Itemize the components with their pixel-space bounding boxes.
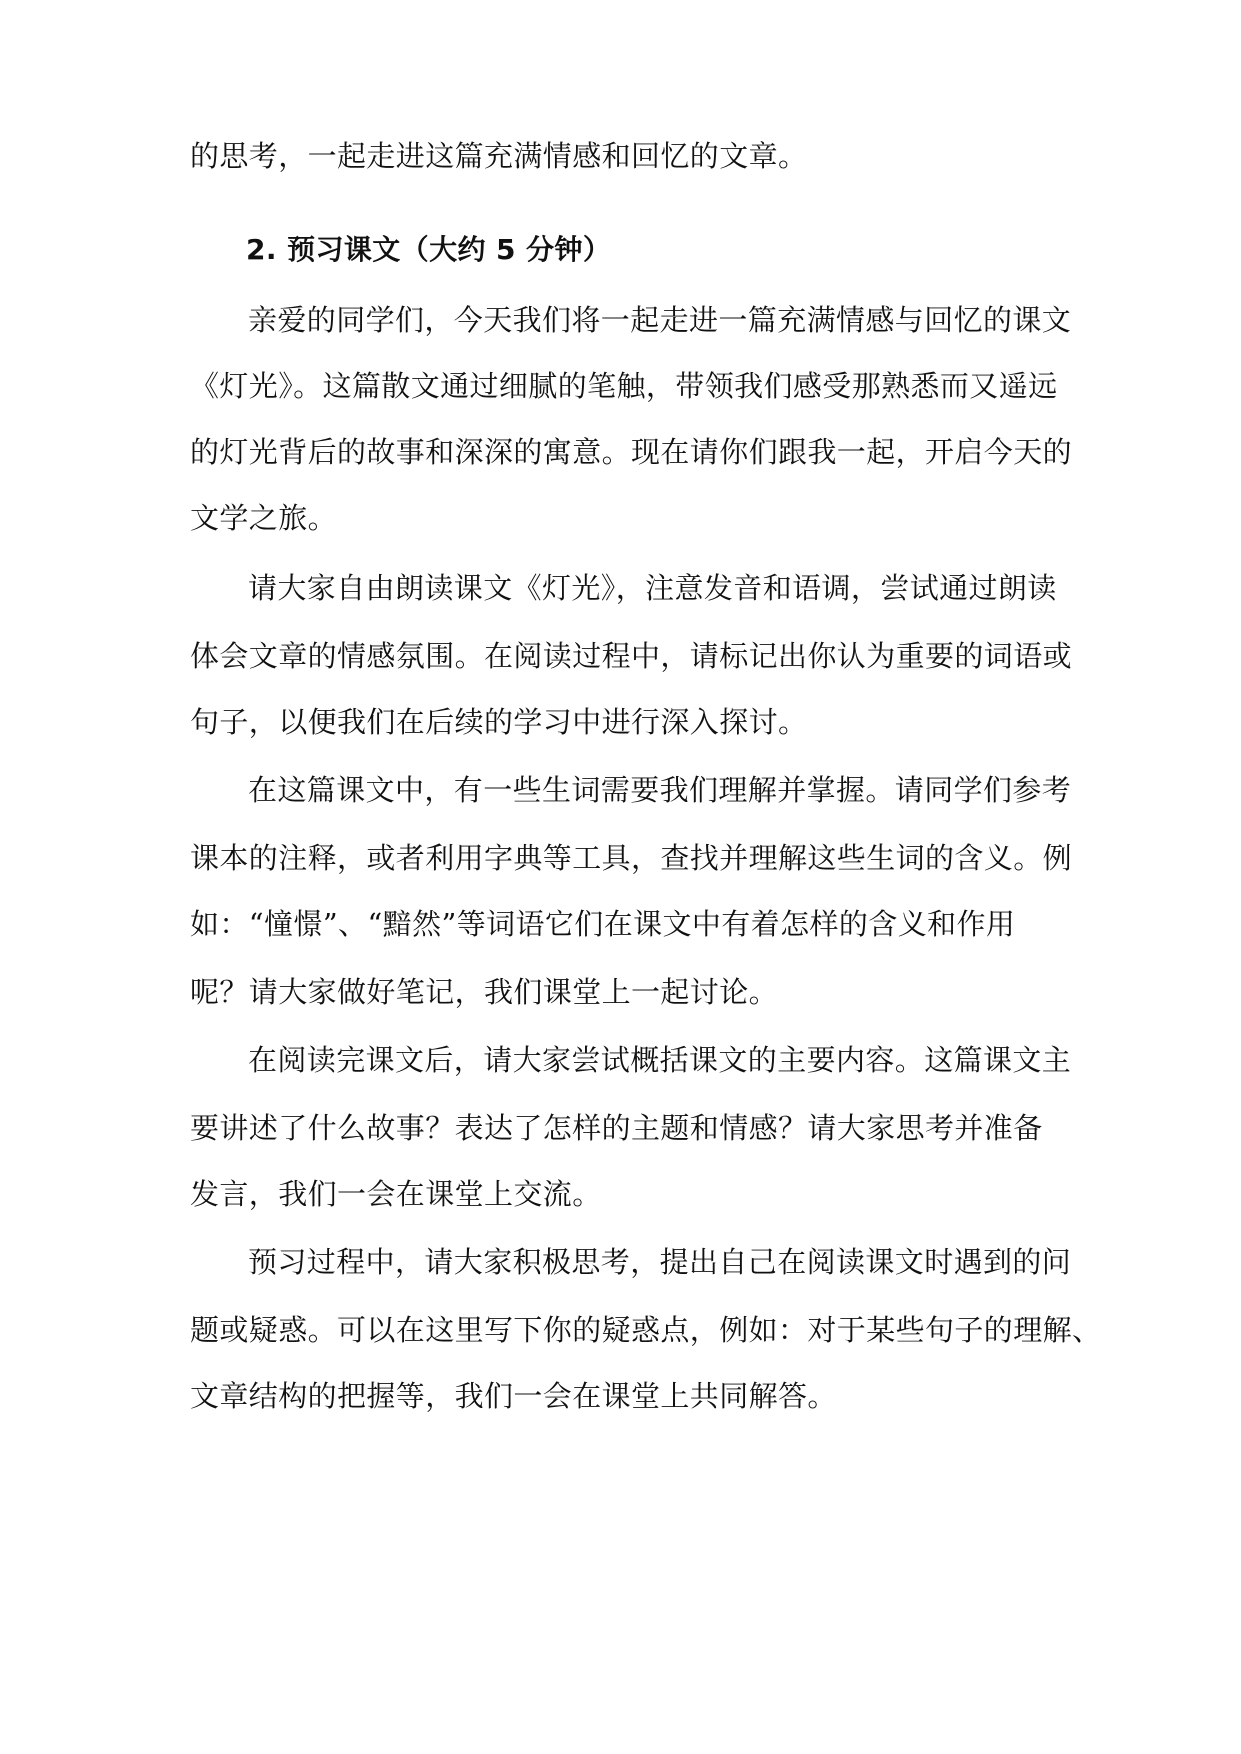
text-line: 的思考，一起走进这篇充满情感和回忆的文章。 (190, 139, 808, 173)
text-line: 在阅读完课文后，请大家尝试概括课文的主要内容。这篇课文主 (248, 1043, 1072, 1077)
text-line: 《灯光》。这篇散文通过细腻的笔触，带领我们感受那熟悉而又遥远 (190, 369, 1058, 403)
text-line: 课本的注释，或者利用字典等工具，查找并理解这些生词的含义。例 (190, 841, 1073, 875)
text-line: 句子，以便我们在后续的学习中进行深入探讨。 (190, 705, 808, 739)
text-line: 文学之旅。 (190, 501, 338, 535)
section-heading: 2. 预习课文（大约 5 分钟） (246, 233, 612, 266)
text-line: 请大家自由朗读课文《灯光》，注意发音和语调，尝试通过朗读 (248, 571, 1057, 605)
text-line: 题或疑惑。可以在这里写下你的疑惑点，例如：对于某些句子的理解、 (190, 1313, 1102, 1347)
text-line: 文章结构的把握等，我们一会在课堂上共同解答。 (190, 1379, 837, 1413)
text-line: 亲爱的同学们，今天我们将一起走进一篇充满情感与回忆的课文 (248, 303, 1072, 337)
text-line: 如：“憧憬”、“黯然”等词语它们在课文中有着怎样的含义和作用 (190, 907, 1016, 941)
text-line: 要讲述了什么故事？表达了怎样的主题和情感？请大家思考并准备 (190, 1111, 1043, 1145)
text-line: 预习过程中，请大家积极思考，提出自己在阅读课文时遇到的问 (248, 1245, 1072, 1279)
text-line: 的灯光背后的故事和深深的寓意。现在请你们跟我一起，开启今天的 (190, 435, 1073, 469)
text-line: 发言，我们一会在课堂上交流。 (190, 1177, 602, 1211)
text-line: 体会文章的情感氛围。在阅读过程中，请标记出你认为重要的词语或 (190, 639, 1073, 673)
text-line: 呢？请大家做好笔记，我们课堂上一起讨论。 (190, 975, 779, 1009)
text-line: 在这篇课文中，有一些生词需要我们理解并掌握。请同学们参考 (248, 773, 1072, 807)
